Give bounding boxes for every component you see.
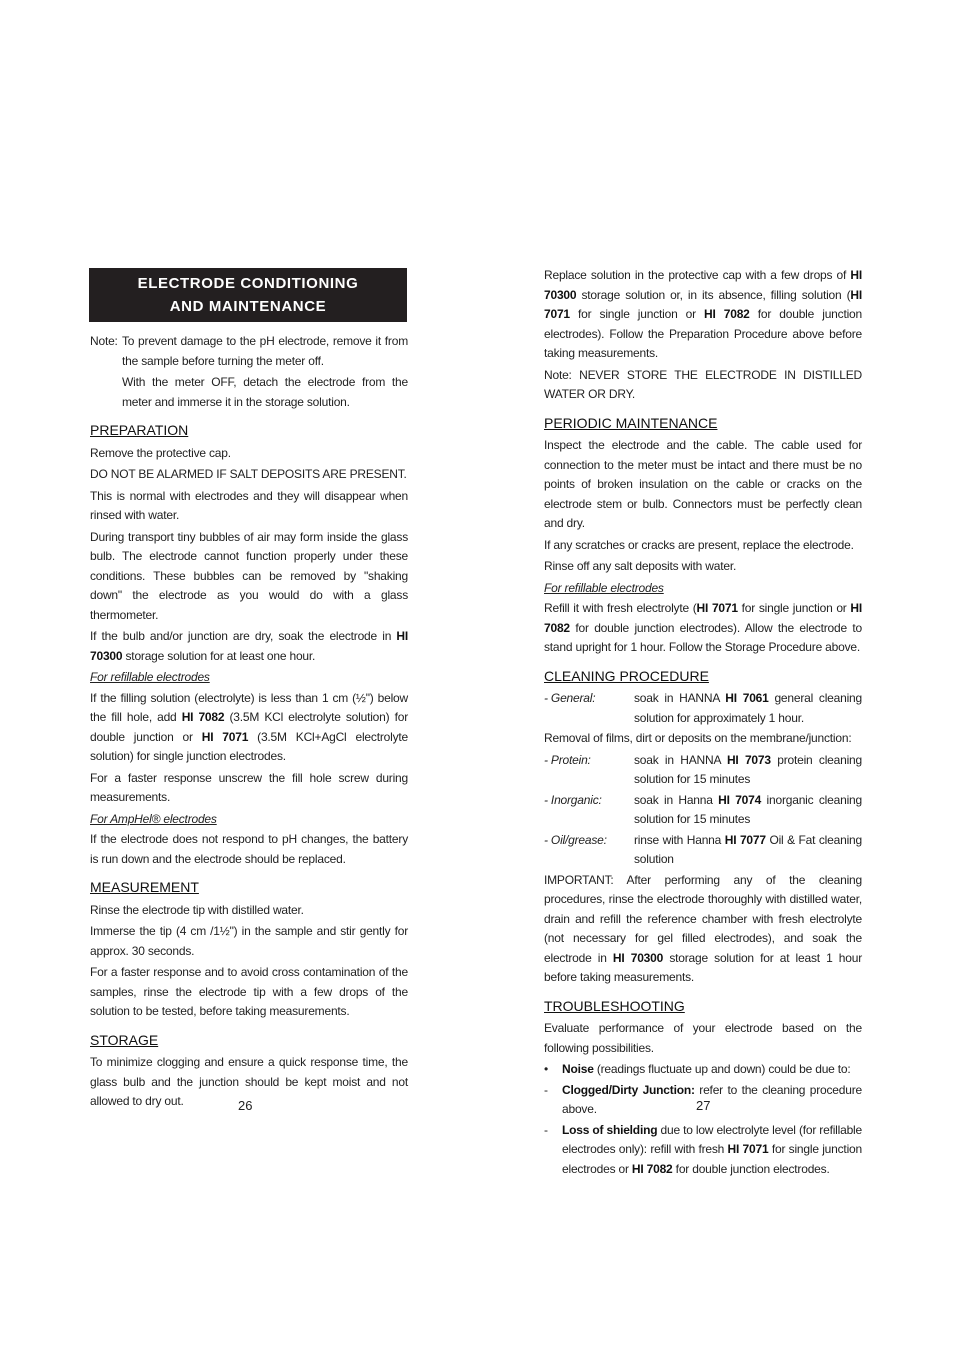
paragraph: DO NOT BE ALARMED IF SALT DEPOSITS ARE PRESENT. (90, 467, 407, 481)
measurement-heading: MEASUREMENT (90, 879, 199, 895)
product-code: HI 7073 (726, 752, 771, 767)
important-label: IMPORTANT: (544, 872, 614, 887)
paragraph: Inspect the electrode and the cable. The cable used for connection to the meter must be intact and there must be no points of broken insulation on the cable or cracks on the electrode stem or bulb. Connectors must be perfectly clean and dry. (544, 438, 862, 530)
paragraph: Rinse off any salt deposits with water. (544, 559, 737, 573)
note-text-2: With the meter OFF, detach the electrode from the meter and immerse it in the storage solution. (122, 375, 408, 409)
product-code: HI 7082 (181, 710, 225, 724)
paragraph: Evaluate performance of your electrode based on the following possibilities. (544, 1021, 862, 1055)
paragraph: If any scratches or cracks are present, replace the electrode. (544, 537, 854, 552)
paragraph: This is normal with electrodes and they will disappear when rinsed with water. (90, 488, 408, 522)
subheading-refillable: For refillable electrodes (544, 580, 664, 595)
product-code: HI 70300 (612, 950, 664, 965)
cleaning-procedure-heading: CLEANING PROCEDURE (544, 667, 709, 684)
note-text: NEVER STORE THE ELECTRODE IN DISTILLED WATER OR DRY. (544, 367, 862, 401)
right-page-column (544, 266, 862, 1180)
product-code: HI 7077 (724, 832, 766, 847)
left-page-column (90, 268, 408, 1114)
storage-heading: STORAGE (90, 1031, 159, 1048)
periodic-maintenance-heading: PERIODIC MAINTENANCE (544, 414, 718, 431)
product-code: HI 7082 (704, 307, 750, 321)
product-code: HI 7082 (544, 601, 863, 635)
paragraph: Refill it with fresh electrolyte (HI 7071 for single junction or HI 7082 for double junction electrodes). Allow the electrode to stand upright for 1 hour. Follow the Storage Procedure above. (544, 601, 863, 654)
paragraph: For a faster response and to avoid cross contamination of the samples, rinse the electrode tip with a few drops of the solution to be tested, before taking measurements. (90, 965, 408, 1018)
paragraph: Removal of films, dirt or deposits on the membrane/junction: (544, 731, 852, 745)
paragraph: Rinse the electrode tip with distilled water. (90, 902, 304, 917)
product-code: HI 7074 (718, 792, 762, 807)
page-number-left: 26 (238, 1098, 253, 1113)
note-text: To prevent damage to the pH electrode, remove it from the sample before turning the meter off. (122, 334, 408, 368)
paragraph: Immerse the tip (4 cm /1½") in the sample and stir gently for approx. 30 seconds. (90, 924, 408, 958)
paragraph: During transport tiny bubbles of air may form inside the glass bulb. The electrode cannot function properly under these conditions. These bubbles can be removed by "shaking down" the electrode as you would do with a glass thermometer. (90, 529, 408, 622)
subheading-amphel: For AmpHel® electrodes (90, 811, 217, 826)
paragraph: If the filling solution (electrolyte) is less than 1 cm (½") below the fill hole, add HI 7082 (3.5M KCl electrolyte solution) for double junction or HI 7071 (3.5M KCl+AgCl electrolyte solution) for single junction electrodes. (90, 690, 408, 763)
paragraph: Replace solution in the protective cap with a few drops of HI 70300 storage solution or, in its absence, filling solution (HI 7071 for single junction or HI 7082 for double junction electrodes). Follow the Preparation Procedure above before taking measurements. (544, 268, 862, 360)
dash-icon: - (544, 1082, 548, 1097)
product-code: HI 7071 (696, 601, 738, 615)
paragraph: Remove the protective cap. (90, 445, 231, 460)
cleaning-row-protein: - Protein: soak in HANNA HI 7073 protein cleaning solution for 15 minutes (544, 752, 862, 786)
list-item: - Loss of shielding due to low electrolyte level (for refillable electrodes only): refill with fresh HI 7071 for single junction electrodes or HI 7082 for double junction electrodes. (544, 1121, 862, 1180)
section-title-box (89, 268, 407, 322)
list-item: - Clogged/Dirty Junction: refer to the cleaning procedure above. (544, 1081, 862, 1120)
note (544, 366, 862, 405)
paragraph: For a faster response unscrew the fill hole screw during measurements. (90, 770, 408, 804)
cleaning-row-oil-grease: - Oil/grease: rinse with Hanna HI 7077 Oil & Fat cleaning solution (544, 832, 862, 866)
important-paragraph: IMPORTANT: After performing any of the cleaning procedures, rinse the electrode thoroughly with distilled water, drain and refill the reference chamber with fresh electrolyte (not necessary for gel filled electrodes), and soak the electrode in HI 70300 storage solution for at least 1 hour before taking measurements. (544, 872, 862, 984)
title-line-1: ELECTRODE CONDITIONING (137, 275, 359, 292)
paragraph: If the bulb and/or junction are dry, soak the electrode in HI 70300 storage solution for at least one hour. (90, 629, 408, 663)
bullet-icon: • (544, 1062, 549, 1076)
note-label: Note: (90, 334, 118, 348)
product-code: HI 7061 (725, 691, 769, 705)
paragraph: To minimize clogging and ensure a quick response time, the glass bulb and the junction should be kept moist and not allowed to dry out. (90, 1055, 408, 1108)
troubleshooting-heading: TROUBLESHOOTING (544, 997, 685, 1014)
product-code: HI 70300 (544, 268, 862, 302)
preparation-heading: PREPARATION (90, 422, 189, 438)
product-code: HI 7071 (201, 729, 249, 744)
cleaning-row-inorganic: - Inorganic: soak in Hanna HI 7074 inorganic cleaning solution for 15 minutes (544, 792, 862, 826)
list-item: • Noise (readings fluctuate up and down) could be due to: (544, 1060, 862, 1080)
note-label: Note: (544, 367, 572, 382)
paragraph: If the electrode does not respond to pH changes, the battery is run down and the electrode should be replaced. (90, 832, 408, 866)
product-code: HI 7071 (727, 1142, 769, 1156)
note (90, 332, 408, 371)
page-number-right: 27 (696, 1098, 711, 1113)
product-code: HI 7082 (631, 1161, 673, 1176)
dash-icon: - (544, 1122, 548, 1137)
title-line-2: AND MAINTENANCE (169, 298, 327, 315)
cleaning-row-general: - General: soak in HANNA HI 7061 general cleaning solution for approximately 1 hour. (544, 691, 862, 725)
product-code: HI 70300 (90, 629, 408, 663)
product-code: HI 7071 (544, 287, 862, 321)
subheading-refillable: For refillable electrodes (90, 670, 210, 684)
